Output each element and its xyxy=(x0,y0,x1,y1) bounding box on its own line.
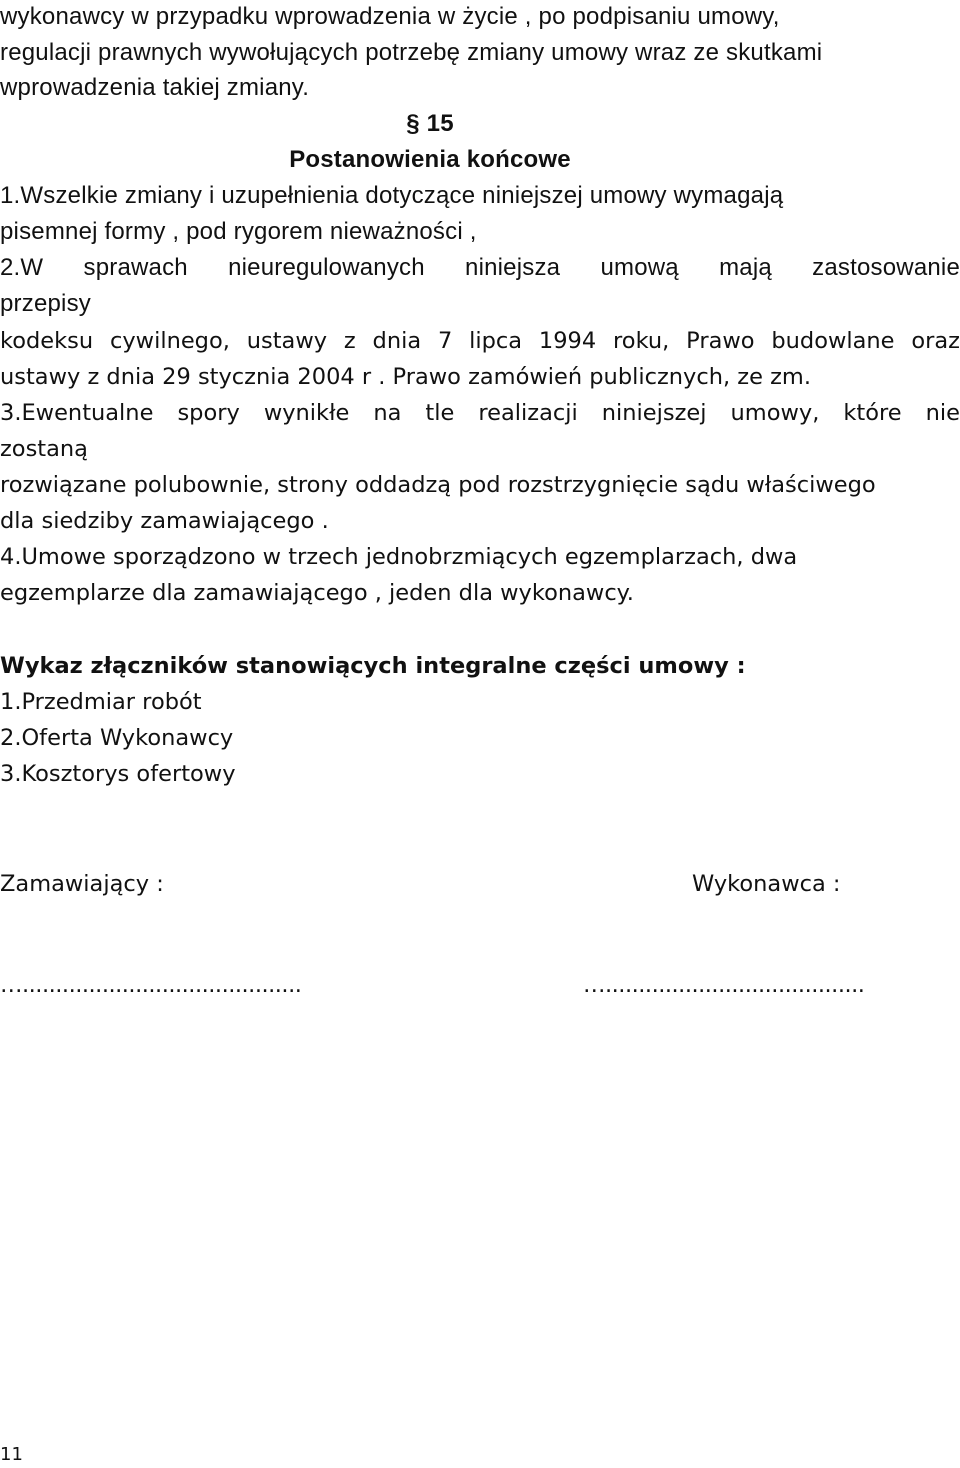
clause-2-line-3: kodeksu cywilnego, ustawy z dnia 7 lipca 1994 roku, Prawo budowlane oraz xyxy=(0,328,960,354)
signature-line-contractor: …....................................... xyxy=(583,972,865,998)
attachments-heading: Wykaz złączników stanowiących integralne części umowy : xyxy=(0,653,746,679)
page-number: 11 xyxy=(0,1444,23,1465)
intro-line-3: wprowadzenia takiej zmiany. xyxy=(0,74,310,101)
clause-3-line-3: rozwiązane polubownie, strony oddadzą pod rozstrzygnięcie sądu właściwego xyxy=(0,472,876,498)
clause-4-line-1: 4.Umowe sporządzono w trzech jednobrzmiących egzemplarzach, dwa xyxy=(0,544,798,570)
attachment-item-3: 3.Kosztorys ofertowy xyxy=(0,761,236,787)
clause-1-line-2: pisemnej formy , pod rygorem nieważności , xyxy=(0,218,477,245)
clause-3-line-1: 3.Ewentualne spory wynikłe na tle realizacji niniejszej umowy, które nie xyxy=(0,400,960,426)
section-number: § 15 xyxy=(406,110,454,137)
clause-3-line-2: zostaną xyxy=(0,436,88,462)
signature-label-client: Zamawiający : xyxy=(0,871,164,897)
attachment-item-2: 2.Oferta Wykonawcy xyxy=(0,725,234,751)
section-title: Postanowienia końcowe xyxy=(289,146,571,173)
clause-4-line-2: egzemplarze dla zamawiającego , jeden dla wykonawcy. xyxy=(0,580,634,606)
clause-2-line-1: 2.W sprawach nieuregulowanych niniejsza umową mają zastosowanie xyxy=(0,254,960,281)
clause-1-line-1: 1.Wszelkie zmiany i uzupełnienia dotyczące niniejszej umowy wymagają xyxy=(0,182,784,209)
intro-line-1: wykonawcy w przypadku wprowadzenia w życie , po podpisaniu umowy, xyxy=(0,3,780,30)
signature-label-contractor: Wykonawca : xyxy=(692,871,841,897)
attachment-item-1: 1.Przedmiar robót xyxy=(0,689,202,715)
clause-2-line-2: przepisy xyxy=(0,290,91,317)
clause-2-line-4: ustawy z dnia 29 stycznia 2004 r . Prawo zamówień publicznych, ze zm. xyxy=(0,364,811,390)
signature-line-client: ….......................................... xyxy=(0,972,302,998)
clause-3-line-4: dla siedziby zamawiającego . xyxy=(0,508,329,534)
intro-line-2: regulacji prawnych wywołujących potrzebę zmiany umowy wraz ze skutkami xyxy=(0,39,823,66)
